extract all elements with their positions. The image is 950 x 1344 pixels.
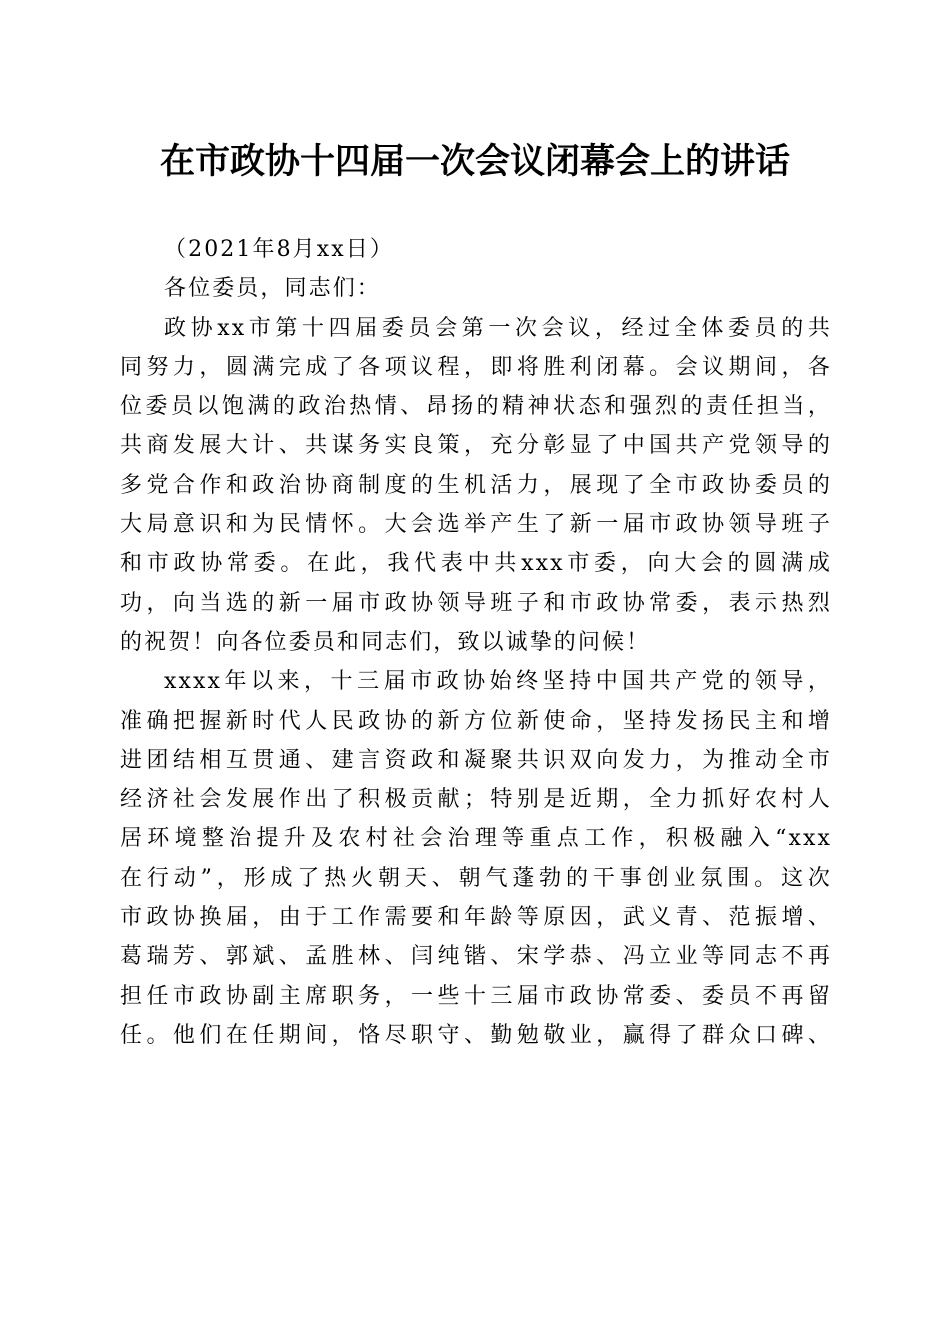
- paragraph-line: 进团结相互贯通、建言资政和凝聚共识双向发力，为推动全市: [120, 747, 832, 773]
- paragraph-line: 准确把握新时代人民政协的新方位新使命，坚持发扬民主和增: [120, 708, 832, 734]
- paragraph-line: 的祝贺！向各位委员和同志们，致以诚挚的问候！: [120, 629, 651, 655]
- paragraph-line: 大局意识和为民情怀。大会选举产生了新一届市政协领导班子: [120, 512, 832, 538]
- paragraph-line: 任。他们在任期间，恪尽职守、勤勉敬业，赢得了群众口碑、: [120, 1022, 832, 1048]
- document-body: [120, 230, 832, 1055]
- paragraph-line: 担任市政协副主席职务，一些十三届市政协常委、委员不再留: [120, 983, 832, 1009]
- paragraph-line: 在行动”，形成了热火朝天、朝气蓬勃的干事创业氛围。这次: [120, 865, 832, 891]
- document-title: 在市政协十四届一次会议闭幕会上的讲话: [159, 141, 790, 182]
- paragraph-line: xxxx年以来，十三届市政协始终坚持中国共产党的领导，: [164, 669, 832, 695]
- paragraph-line: 和市政协常委。在此，我代表中共xxx市委，向大会的圆满成: [120, 551, 832, 577]
- paragraph-line: 经济社会发展作出了积极贡献；特别是近期，全力抓好农村人: [120, 787, 832, 813]
- paragraph-line: 同努力，圆满完成了各项议程，即将胜利闭幕。会议期间，各: [120, 354, 832, 380]
- paragraph-line: 功，向当选的新一届市政协领导班子和市政协常委，表示热烈: [120, 590, 832, 616]
- salutation-line: 各位委员，同志们：: [164, 276, 381, 302]
- date-line: （2021年8月xx日）: [164, 237, 395, 262]
- paragraph-line: 葛瑞芳、郭斌、孟胜林、闫纯锴、宋学恭、冯立业等同志不再: [120, 944, 832, 970]
- paragraph-line: 位委员以饱满的政治热情、昂扬的精神状态和强烈的责任担当，: [120, 394, 832, 420]
- paragraph-line: 居环境整治提升及农村社会治理等重点工作，积极融入“xxx: [120, 826, 832, 852]
- paragraph-line: 政协xx市第十四届委员会第一次会议，经过全体委员的共: [164, 315, 832, 341]
- paragraph-line: 多党合作和政治协商制度的生机活力，展现了全市政协委员的: [120, 472, 832, 498]
- paragraph-line: 共商发展大计、共谋务实良策，充分彰显了中国共产党领导的: [120, 433, 832, 459]
- paragraph-line: 市政协换届，由于工作需要和年龄等原因，武义青、范振增、: [120, 905, 832, 931]
